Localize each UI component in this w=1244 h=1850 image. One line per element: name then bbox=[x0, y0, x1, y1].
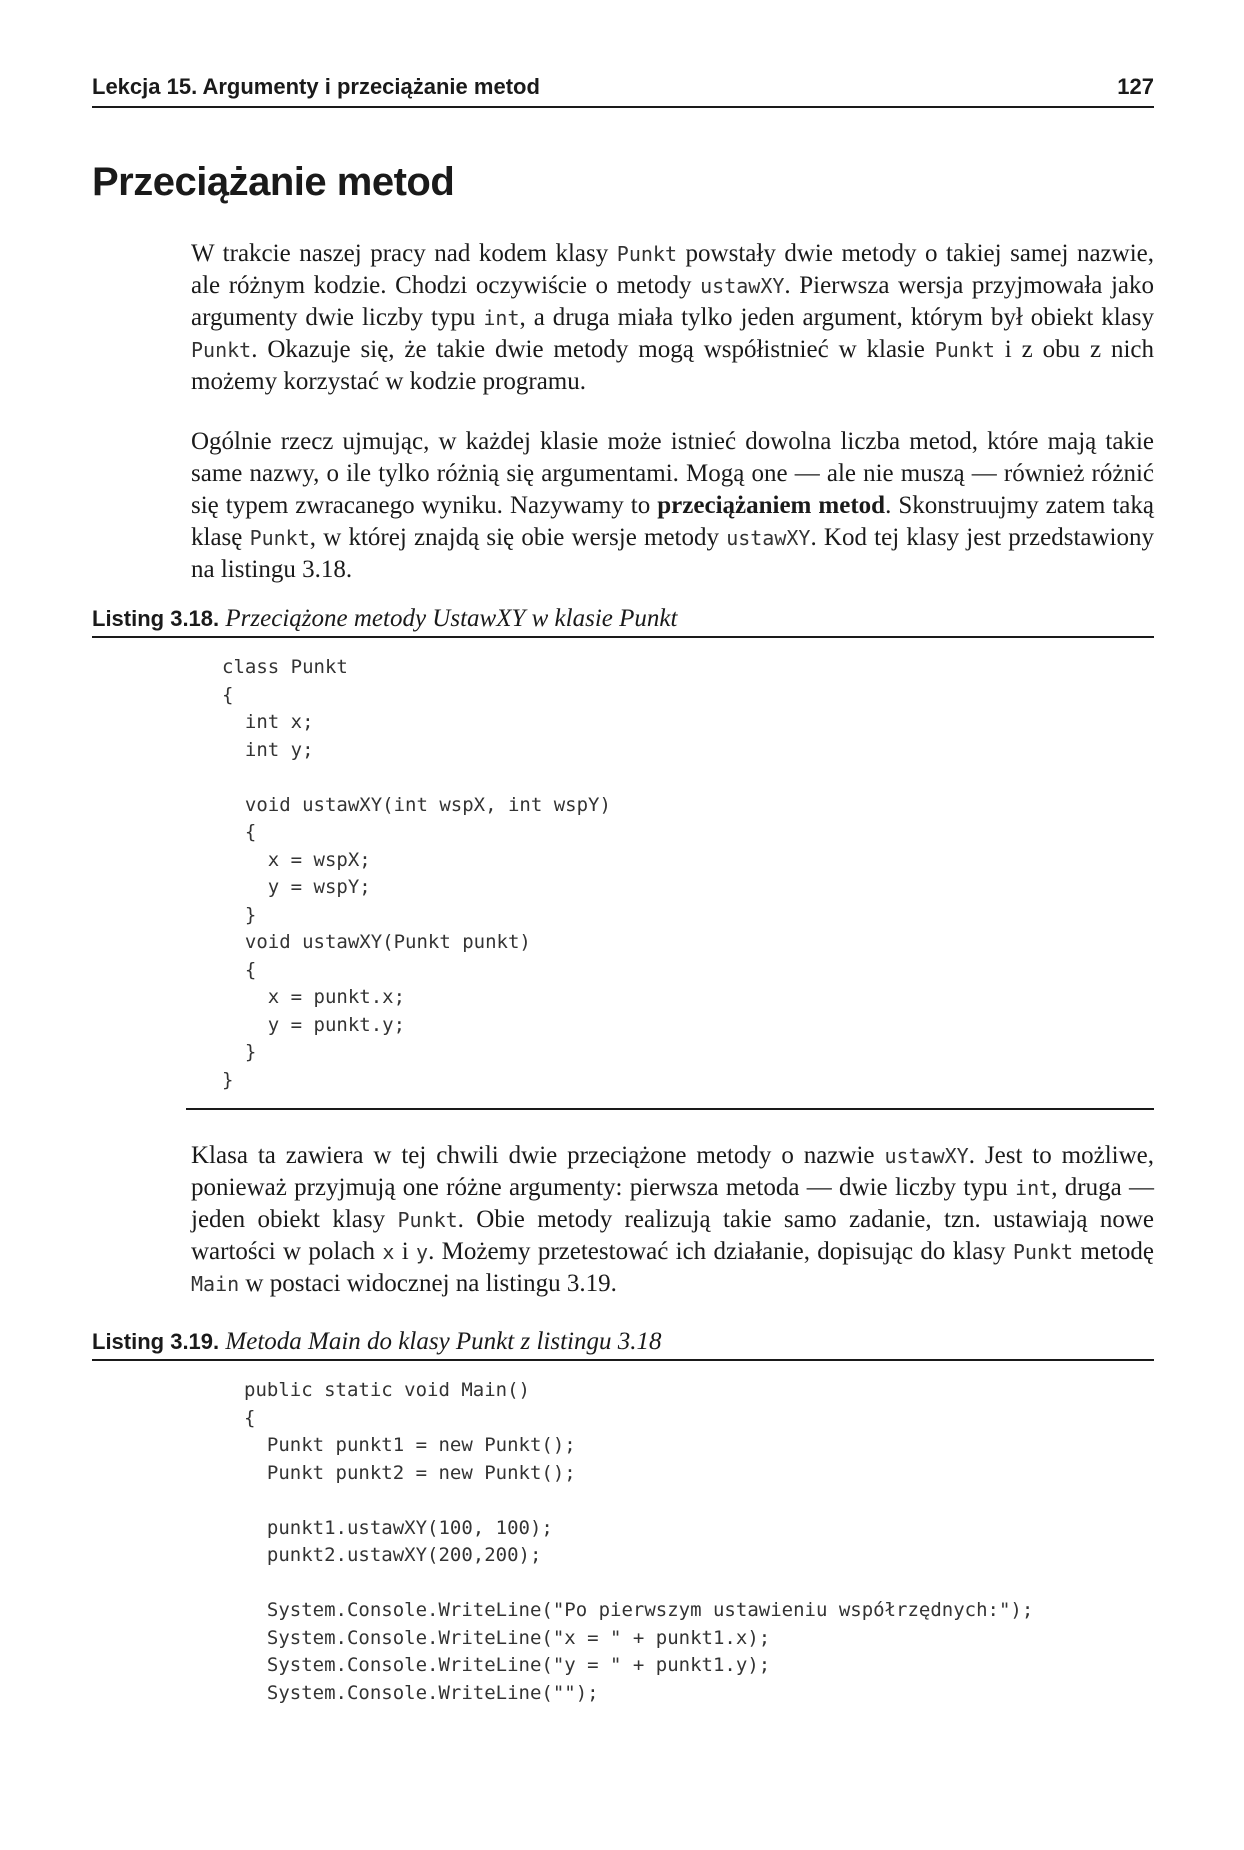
text-run: . Okazuje się, że takie dwie metody mogą współistnieć w klasie bbox=[251, 336, 935, 363]
section-title: Przeciążanie metod bbox=[92, 160, 455, 204]
inline-code: int bbox=[483, 306, 520, 330]
text-run: W trakcie naszej pracy nad kodem klasy bbox=[191, 240, 617, 267]
running-head bbox=[92, 74, 1154, 108]
paragraph-explanation bbox=[191, 1140, 1154, 1300]
inline-code: Punkt bbox=[1012, 1240, 1074, 1264]
inline-code: ustawXY bbox=[700, 274, 785, 298]
text-run: , a druga miała tylko jeden argument, którym był obiekt klasy bbox=[519, 304, 1154, 331]
listing-number: Listing 3.19. bbox=[92, 1329, 220, 1354]
listing-end-rule bbox=[186, 1108, 1154, 1110]
code-listing-3-19: public static void Main() { Punkt punkt1 = new Punkt(); Punkt punkt2 = new Punkt(); punkt1.ustawXY(100, 100); punkt2.ustawXY(200,200); System.Console.WriteLine("Po pierwszym ustawieniu współrzędnych:"); System.Console.WriteLine("x = " + punkt1.x); System.Console.WriteLine("y = " + punkt1.y); System.Console.WriteLine(""); bbox=[244, 1379, 1034, 1704]
text-run: . Skonstruujmy zatem taką klasę bbox=[191, 492, 1154, 551]
bold-term: przeciążaniem metod bbox=[657, 492, 886, 519]
text-run: . Kod tej klasy jest przedstawiony na listingu 3.18. bbox=[191, 524, 1154, 583]
inline-code: ustawXY bbox=[884, 1144, 969, 1168]
text-run: i z obu z nich możemy korzystać w kodzie programu. bbox=[191, 336, 1154, 395]
inline-code: ustawXY bbox=[726, 526, 811, 550]
paragraph-overloading bbox=[191, 426, 1154, 586]
listing-caption-text: Metoda Main do klasy Punkt z listingu 3.18 bbox=[225, 1328, 662, 1355]
text-run: , w której znajdą się obie wersje metody bbox=[309, 524, 727, 551]
text-run: . Obie metody realizują takie samo zadanie, tzn. ustawiają nowe wartości w polach bbox=[191, 1206, 1154, 1265]
text-run: Klasa ta zawiera w tej chwili dwie przeciążone metody o nazwie bbox=[191, 1142, 885, 1169]
text-run: metodę bbox=[1073, 1238, 1154, 1265]
listing-caption-text: Przeciążone metody UstawXY w klasie Punkt bbox=[225, 605, 678, 632]
inline-code: Punkt bbox=[191, 338, 252, 362]
text-run: w postaci widocznej na listingu 3.19. bbox=[239, 1270, 617, 1297]
listing-caption-3-19 bbox=[92, 1328, 1154, 1361]
inline-code: y bbox=[416, 1240, 429, 1264]
inline-code: Punkt bbox=[934, 338, 995, 362]
text-run: i bbox=[394, 1238, 417, 1265]
inline-code: Punkt bbox=[249, 526, 310, 550]
text-run: Ogólnie rzecz ujmując, w każdej klasie może istnieć dowolna liczba metod, które mają takie same nazwy, o ile tylko różnią się argumentami. Mogą one — ale nie muszą — również różnić się typem zwracanego wyniku. Nazywamy to bbox=[191, 428, 1154, 519]
listing-number: Listing 3.18. bbox=[92, 606, 220, 631]
inline-code: int bbox=[1015, 1176, 1052, 1200]
inline-code: Punkt bbox=[397, 1208, 458, 1232]
code-listing-3-18: class Punkt { int x; int y; void ustawXY(int wspX, int wspY) { x = wspX; y = wspY; } void ustawXY(Punkt punkt) { x = punkt.x; y = punkt.y; } } bbox=[222, 656, 611, 1091]
listing-caption-3-18 bbox=[92, 605, 1154, 638]
inline-code: Punkt bbox=[616, 242, 678, 266]
text-run: . Jest to możliwe, ponieważ przyjmują one różne argumenty: pierwsza metoda — dwie liczby typu bbox=[191, 1142, 1154, 1201]
inline-code: x bbox=[382, 1240, 395, 1264]
text-run: , druga — jeden obiekt klasy bbox=[191, 1174, 1155, 1233]
text-run: . Pierwsza wersja przyjmowała jako argumenty dwie liczby typu bbox=[191, 272, 1154, 331]
inline-code: Main bbox=[191, 1272, 240, 1296]
paragraph-intro bbox=[191, 238, 1154, 398]
text-run: powstały dwie metody o takiej samej nazwie, ale różnym kodzie. Chodzi oczywiście o metody bbox=[191, 240, 1154, 299]
chapter-title: Lekcja 15. Argumenty i przeciążanie metod bbox=[92, 74, 540, 99]
page-number: 127 bbox=[1117, 74, 1154, 99]
text-run: . Możemy przetestować ich działanie, dopisując do klasy bbox=[428, 1238, 1013, 1265]
